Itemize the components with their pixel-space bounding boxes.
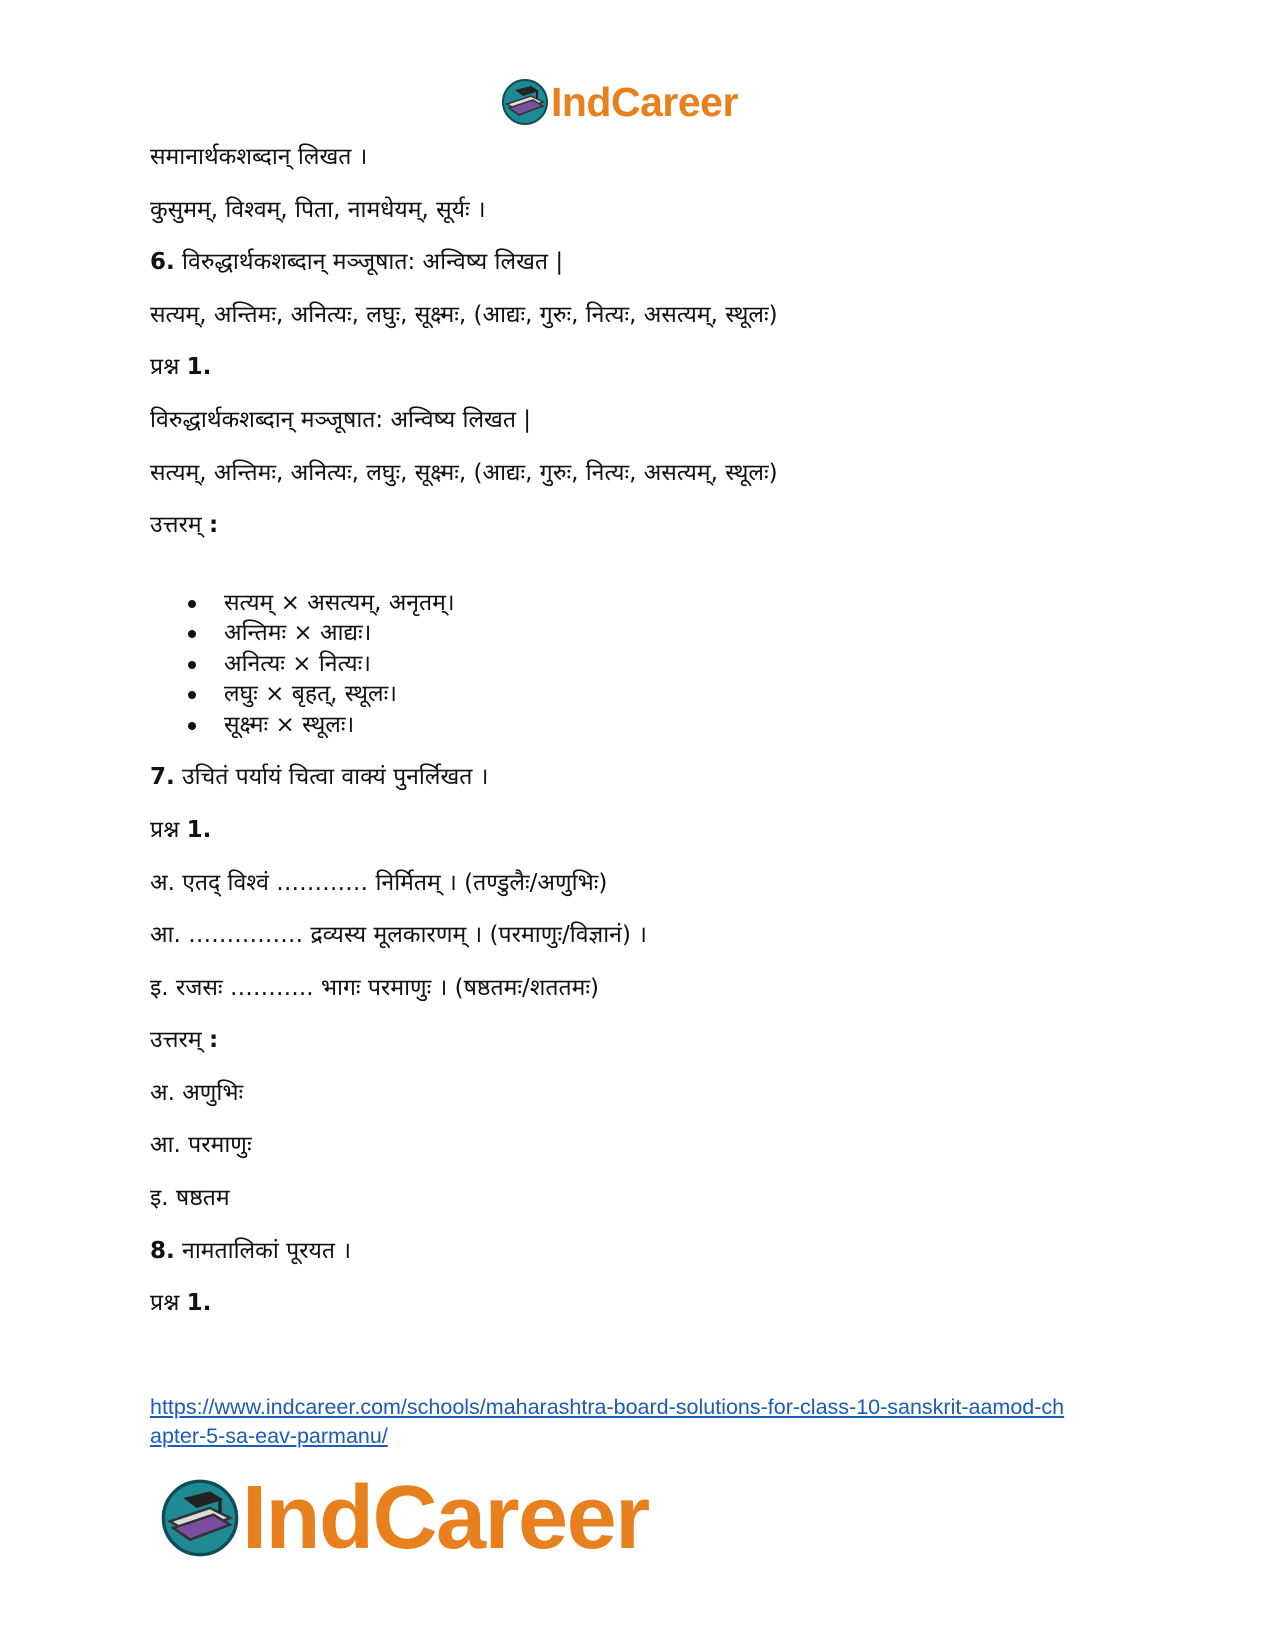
bullet-icon	[188, 722, 196, 730]
question-6-heading	[150, 247, 563, 277]
question-label: प्रश्न 1.	[150, 354, 212, 380]
header-logo	[501, 78, 738, 126]
word-box: सत्यम्, अन्तिमः, अनित्यः, लघुः, सूक्ष्मः, (आद्यः, गुरुः, नित्यः, असत्यम्, स्थूलः)	[150, 302, 778, 328]
question-number: 6.	[150, 249, 175, 275]
bullet-icon	[188, 691, 196, 699]
question-label: प्रश्न 1.	[150, 817, 212, 843]
question-7-heading	[150, 762, 488, 792]
question-text: नामतालिकां पूरयत ।	[174, 1238, 352, 1264]
answer-i: इ. षष्ठतम	[150, 1185, 230, 1211]
fill-blank-i: इ. रजसः ……….. भागः परमाणुः । (षष्ठतमः/शततमः)	[150, 975, 599, 1001]
list-item: सत्यम् × असत्यम्, अनृतम्।	[150, 588, 455, 618]
fill-blank-a: अ. एतद् विश्वं ………… निर्मितम् । (तण्डुलैः/अणुभिः)	[150, 870, 608, 896]
answer-label: उत्तरम् :	[150, 512, 219, 538]
word-box: सत्यम्, अन्तिमः, अनित्यः, लघुः, सूक्ष्मः, (आद्यः, गुरुः, नित्यः, असत्यम्, स्थूलः)	[150, 460, 778, 486]
globe-book-icon	[160, 1478, 240, 1558]
answer-label: उत्तरम् :	[150, 1027, 219, 1053]
list-item: लघुः × बृहत्, स्थूलः।	[150, 679, 455, 709]
question-label: प्रश्न 1.	[150, 1290, 212, 1316]
question-text: उचितं पर्यायं चित्वा वाक्यं पुनर्लिखत ।	[174, 764, 489, 790]
bullet-icon	[188, 661, 196, 669]
question-number: 8.	[150, 1238, 175, 1264]
globe-book-icon	[501, 78, 549, 126]
logo-text: IndCareer	[551, 78, 738, 125]
bullet-icon	[188, 630, 196, 638]
instruction-synonyms: समानार्थकशब्दान् लिखत ।	[150, 144, 368, 170]
bullet-icon	[188, 600, 196, 608]
answer-list	[150, 588, 455, 740]
list-item: अन्तिमः × आद्यः।	[150, 618, 455, 648]
answer-a: अ. अणुभिः	[150, 1080, 244, 1106]
fill-blank-aa: आ. …………… द्रव्यस्य मूलकारणम् । (परमाणुः/विज्ञानं) ।	[150, 922, 647, 948]
question-number: 7.	[150, 764, 175, 790]
question-text: विरुद्धार्थकशब्दान् मञ्जूषात: अन्विष्य लिखत |	[150, 407, 532, 433]
question-8-heading	[150, 1236, 351, 1266]
answer-aa: आ. परमाणुः	[150, 1132, 252, 1158]
question-text: विरुद्धार्थकशब्दान् मञ्जूषात: अन्विष्य लिखत |	[174, 249, 564, 275]
source-link[interactable]: https://www.indcareer.com/schools/maharashtra-board-solutions-for-class-10-sanskrit-aamod-ch apter-5-sa-eav-parmanu/	[150, 1395, 1065, 1448]
logo-text: IndCareer	[242, 1468, 649, 1568]
footer-logo	[160, 1468, 649, 1568]
list-item: अनित्यः × नित्यः।	[150, 649, 455, 679]
synonym-words: कुसुमम्, विश्वम्, पिता, नामधेयम्, सूर्यः ।	[150, 197, 486, 223]
list-item: सूक्ष्मः × स्थूलः।	[150, 710, 455, 740]
